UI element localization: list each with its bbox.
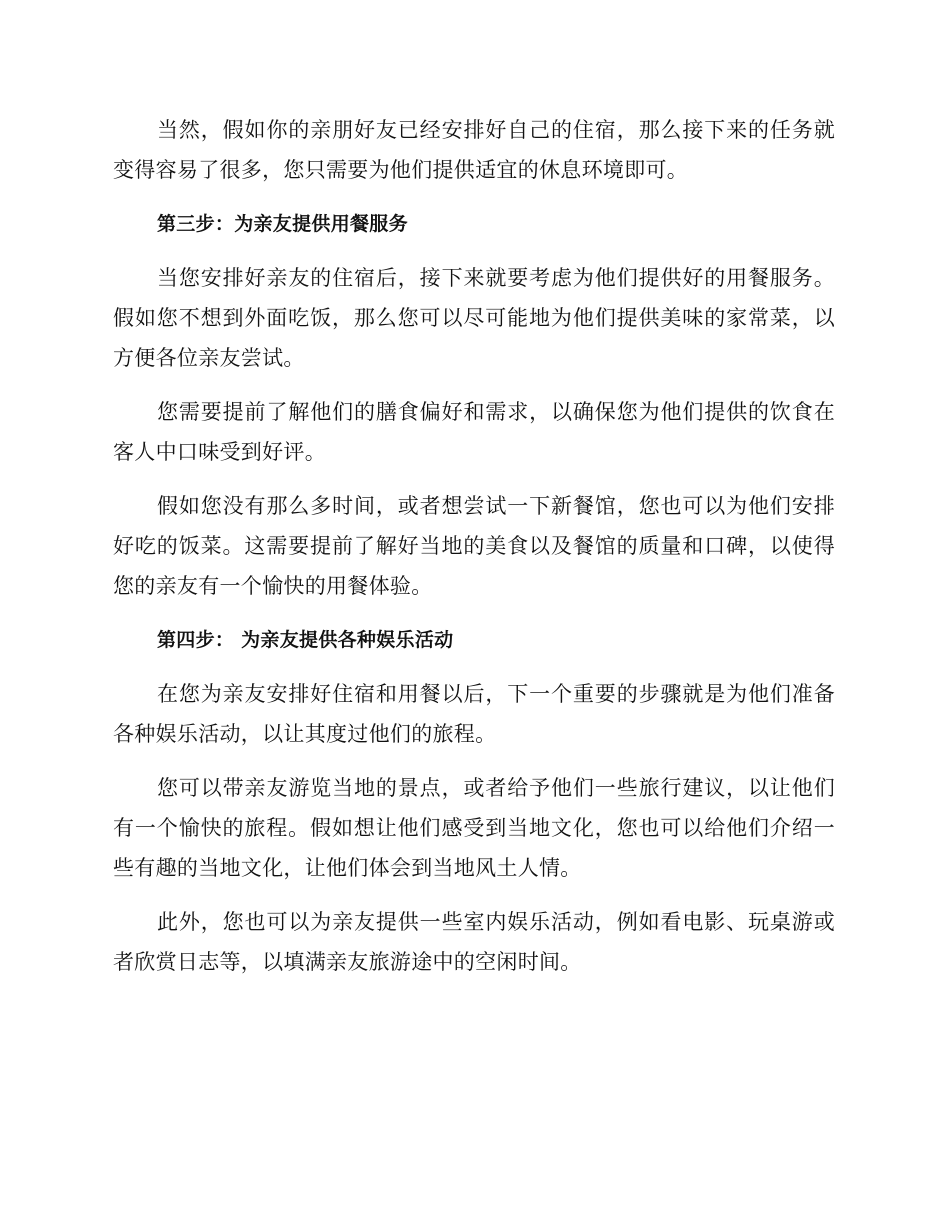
paragraph: 在您为亲友安排好住宿和用餐以后，下一个重要的步骤就是为他们准备各种娱乐活动，以让其度过他们的旅程。 — [113, 682, 835, 746]
paragraph: 假如您没有那么多时间，或者想尝试一下新餐馆，您也可以为他们安排好吃的饭菜。这需要提前了解好当地的美食以及餐馆的质量和口碑，以使得您的亲友有一个愉快的用餐体验。 — [113, 494, 835, 598]
paragraph: 您需要提前了解他们的膳食偏好和需求，以确保您为他们提供的饮食在客人中口味受到好评。 — [113, 400, 835, 464]
paragraph: 此外，您也可以为亲友提供一些室内娱乐活动，例如看电影、玩桌游或者欣赏日志等，以填满亲友旅游途中的空闲时间。 — [113, 910, 835, 974]
paragraph: 当然，假如你的亲朋好友已经安排好自己的住宿，那么接下来的任务就变得容易了很多，您只需要为他们提供适宜的休息环境即可。 — [113, 118, 835, 182]
section-heading: 第四步： 为亲友提供各种娱乐活动 — [157, 629, 454, 651]
paragraph: 当您安排好亲友的住宿后，接下来就要考虑为他们提供好的用餐服务。假如您不想到外面吃饭，那么您可以尽可能地为他们提供美味的家常菜，以方便各位亲友尝试。 — [113, 266, 835, 370]
paragraph: 您可以带亲友游览当地的景点，或者给予他们一些旅行建议，以让他们有一个愉快的旅程。假如想让他们感受到当地文化，您也可以给他们介绍一些有趣的当地文化，让他们体会到当地风土人情。 — [113, 776, 835, 880]
document-body — [113, 110, 835, 996]
section-heading: 第三步：为亲友提供用餐服务 — [157, 213, 408, 235]
